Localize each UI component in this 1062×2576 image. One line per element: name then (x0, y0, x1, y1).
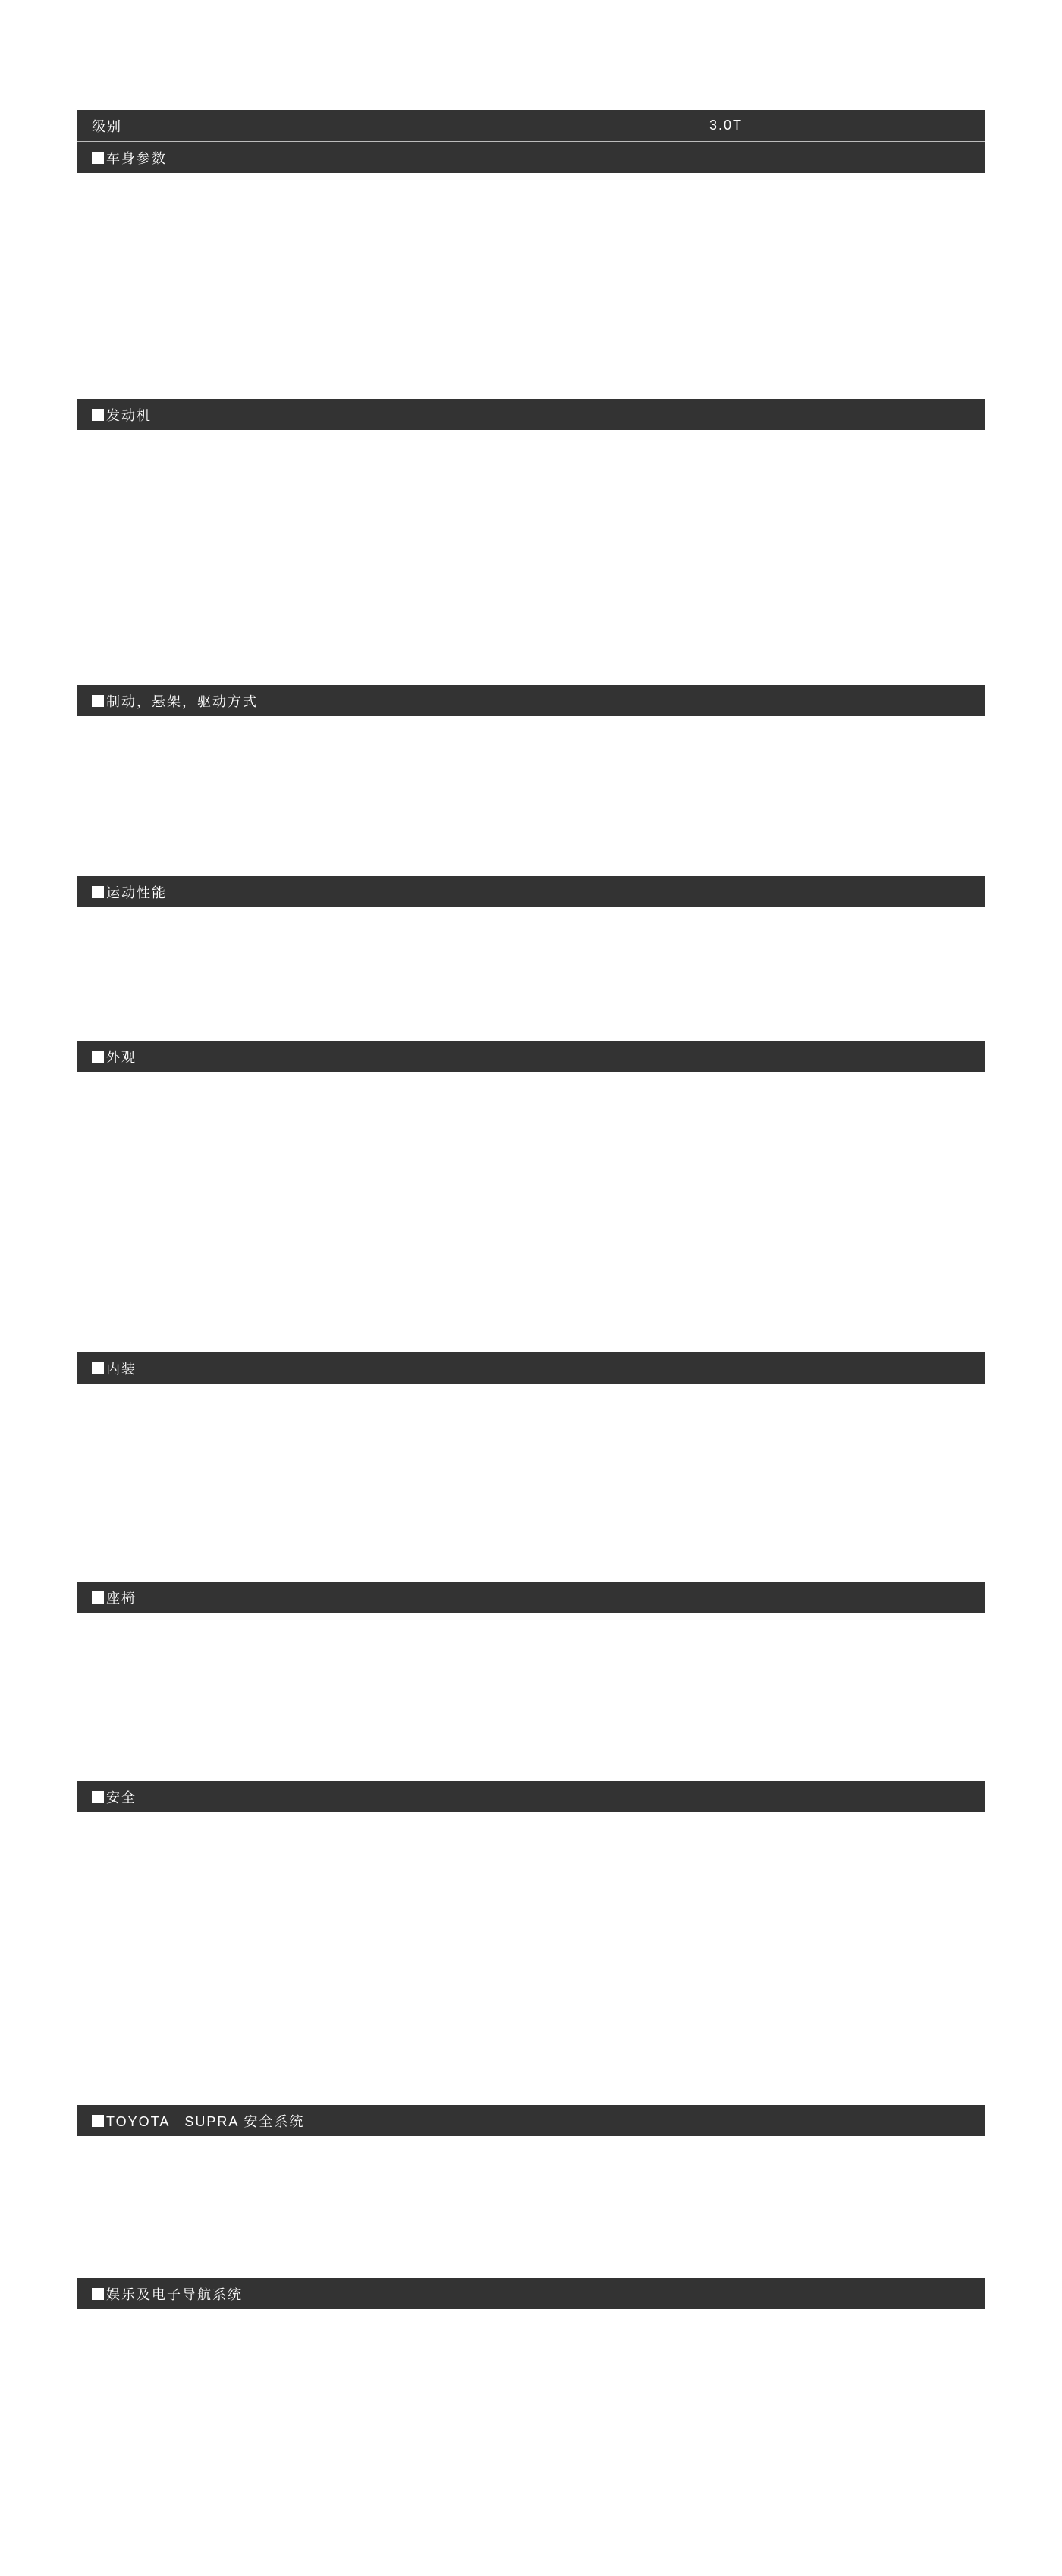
white-square-icon (92, 409, 104, 421)
section-header-engine (77, 399, 985, 430)
white-square-icon (92, 1051, 104, 1063)
section-header-chassis (77, 685, 985, 716)
white-square-icon (92, 1362, 104, 1374)
section-header-body (77, 142, 985, 173)
section-title: 车身参数 (106, 150, 167, 166)
section-title: 外观 (106, 1049, 137, 1065)
white-square-icon (92, 2288, 104, 2300)
section-header-seats (77, 1582, 985, 1613)
section-title: 制动，悬架，驱动方式 (106, 693, 258, 709)
section-title: 娱乐及电子导航系统 (106, 2286, 243, 2302)
section-title: 安全 (106, 1789, 137, 1805)
section-header-exterior (77, 1041, 985, 1072)
white-square-icon (92, 1591, 104, 1604)
section-header-infotainment (77, 2278, 985, 2309)
section-title: 运动性能 (106, 884, 167, 900)
section-header-supra-safety (77, 2105, 985, 2136)
section-title: 座椅 (106, 1590, 137, 1606)
spec-header-row (77, 110, 985, 141)
grade-label: 级别 (77, 110, 467, 141)
section-title: 内装 (106, 1361, 137, 1377)
white-square-icon (92, 886, 104, 898)
white-square-icon (92, 152, 104, 164)
white-square-icon (92, 695, 104, 707)
white-square-icon (92, 2115, 104, 2127)
section-title: TOYOTA SUPRA 安全系统 (106, 2113, 305, 2129)
section-title: 发动机 (106, 407, 152, 423)
section-header-interior (77, 1352, 985, 1384)
grade-value: 3.0T (709, 118, 743, 133)
section-header-safety (77, 1781, 985, 1812)
white-square-icon (92, 1791, 104, 1803)
section-header-performance (77, 876, 985, 907)
